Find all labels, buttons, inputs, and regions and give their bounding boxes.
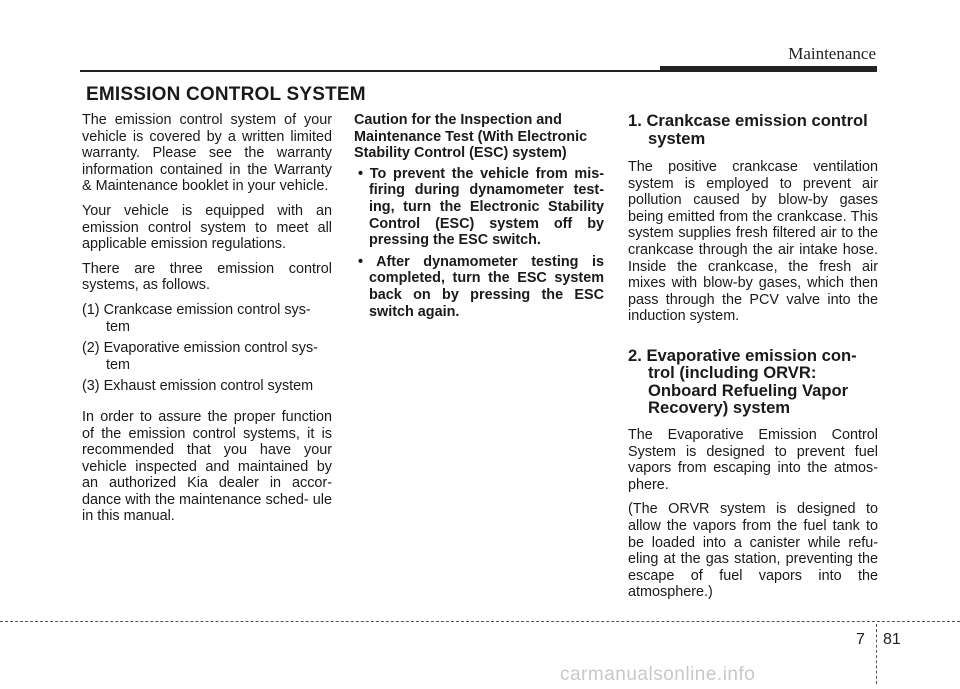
watermark: carmanualsonline.info: [560, 664, 756, 685]
header-rule-accent: [660, 66, 877, 72]
caution-bullet: [354, 166, 604, 249]
paragraph: There are three emission control systems, as follows.: [82, 260, 332, 294]
list-item: (1) Crankcase emission control sys- tem: [82, 301, 311, 335]
paragraph: In order to assure the proper function of the emission control systems, it is recommended that you have your vehicle inspected and maintained by an authorized Kia dealer in accor- dance with the maintenance sched- ule in this manual.: [82, 408, 332, 525]
column-2: [354, 112, 604, 325]
header-title: Maintenance: [788, 44, 876, 63]
caution-bullet: [354, 254, 604, 320]
bullet-text: After dynamometer testing is completed, turn the ESC system back on by pressing the ESC switch again.: [369, 253, 604, 320]
bullet-text: To prevent the vehicle from mis- firing during dynamometer test- ing, turn the Electronic Stability Control (ESC) system off by pressing the ESC switch.: [369, 165, 604, 249]
paragraph: Your vehicle is equipped with an emission control system to meet all applicable emission regulations.: [82, 202, 332, 253]
bullet-icon: •: [358, 253, 364, 270]
subsection-heading: 2. Evaporative emission con- trol (including ORVR: Onboard Refueling Vapor Recovery) system: [628, 345, 857, 418]
list-item: (3) Exhaust emission control system: [82, 378, 314, 395]
paragraph: The Evaporative Emission Control System is designed to prevent fuel vapors from escaping into the atmos- phere.: [628, 426, 878, 493]
bullet-icon: •: [358, 165, 364, 182]
column-3: [628, 112, 878, 609]
footer-rule: [0, 621, 960, 622]
caution-title: Caution for the Inspection and Maintenance Test (With Electronic Stability Control (ESC) system): [354, 112, 588, 162]
list-item: (2) Evaporative emission control sys- tem: [82, 340, 318, 373]
subsection-heading: 1. Crankcase emission control system: [628, 111, 868, 148]
page-number: 81: [883, 631, 901, 648]
footer-divider: [876, 624, 877, 684]
chapter-number: 7: [856, 631, 865, 648]
emission-systems-list: [82, 302, 332, 395]
paragraph: The emission control system of your vehicle is covered by a written limited warranty. Please see the warranty information contained in the Warranty & Maintenance booklet in your vehicle.: [82, 112, 332, 195]
section-title: EMISSION CONTROL SYSTEM: [86, 84, 366, 105]
paragraph: The positive crankcase ventilation system is employed to prevent air pollution caused by blow-by gases being emitted from the crankcase. This system supplies fresh filtered air to the crankcase through the air intake hose. Inside the crankcase, the fresh air mixes with blow-by gases, which then pass through the PCV valve into the induction system.: [628, 159, 878, 325]
column-1: [82, 112, 332, 533]
paragraph: (The ORVR system is designed to allow the vapors from the fuel tank to be loaded into a canister while refu- eling at the gas station, preventing the escape of fuel vapors into the atmosphere.): [628, 501, 878, 601]
